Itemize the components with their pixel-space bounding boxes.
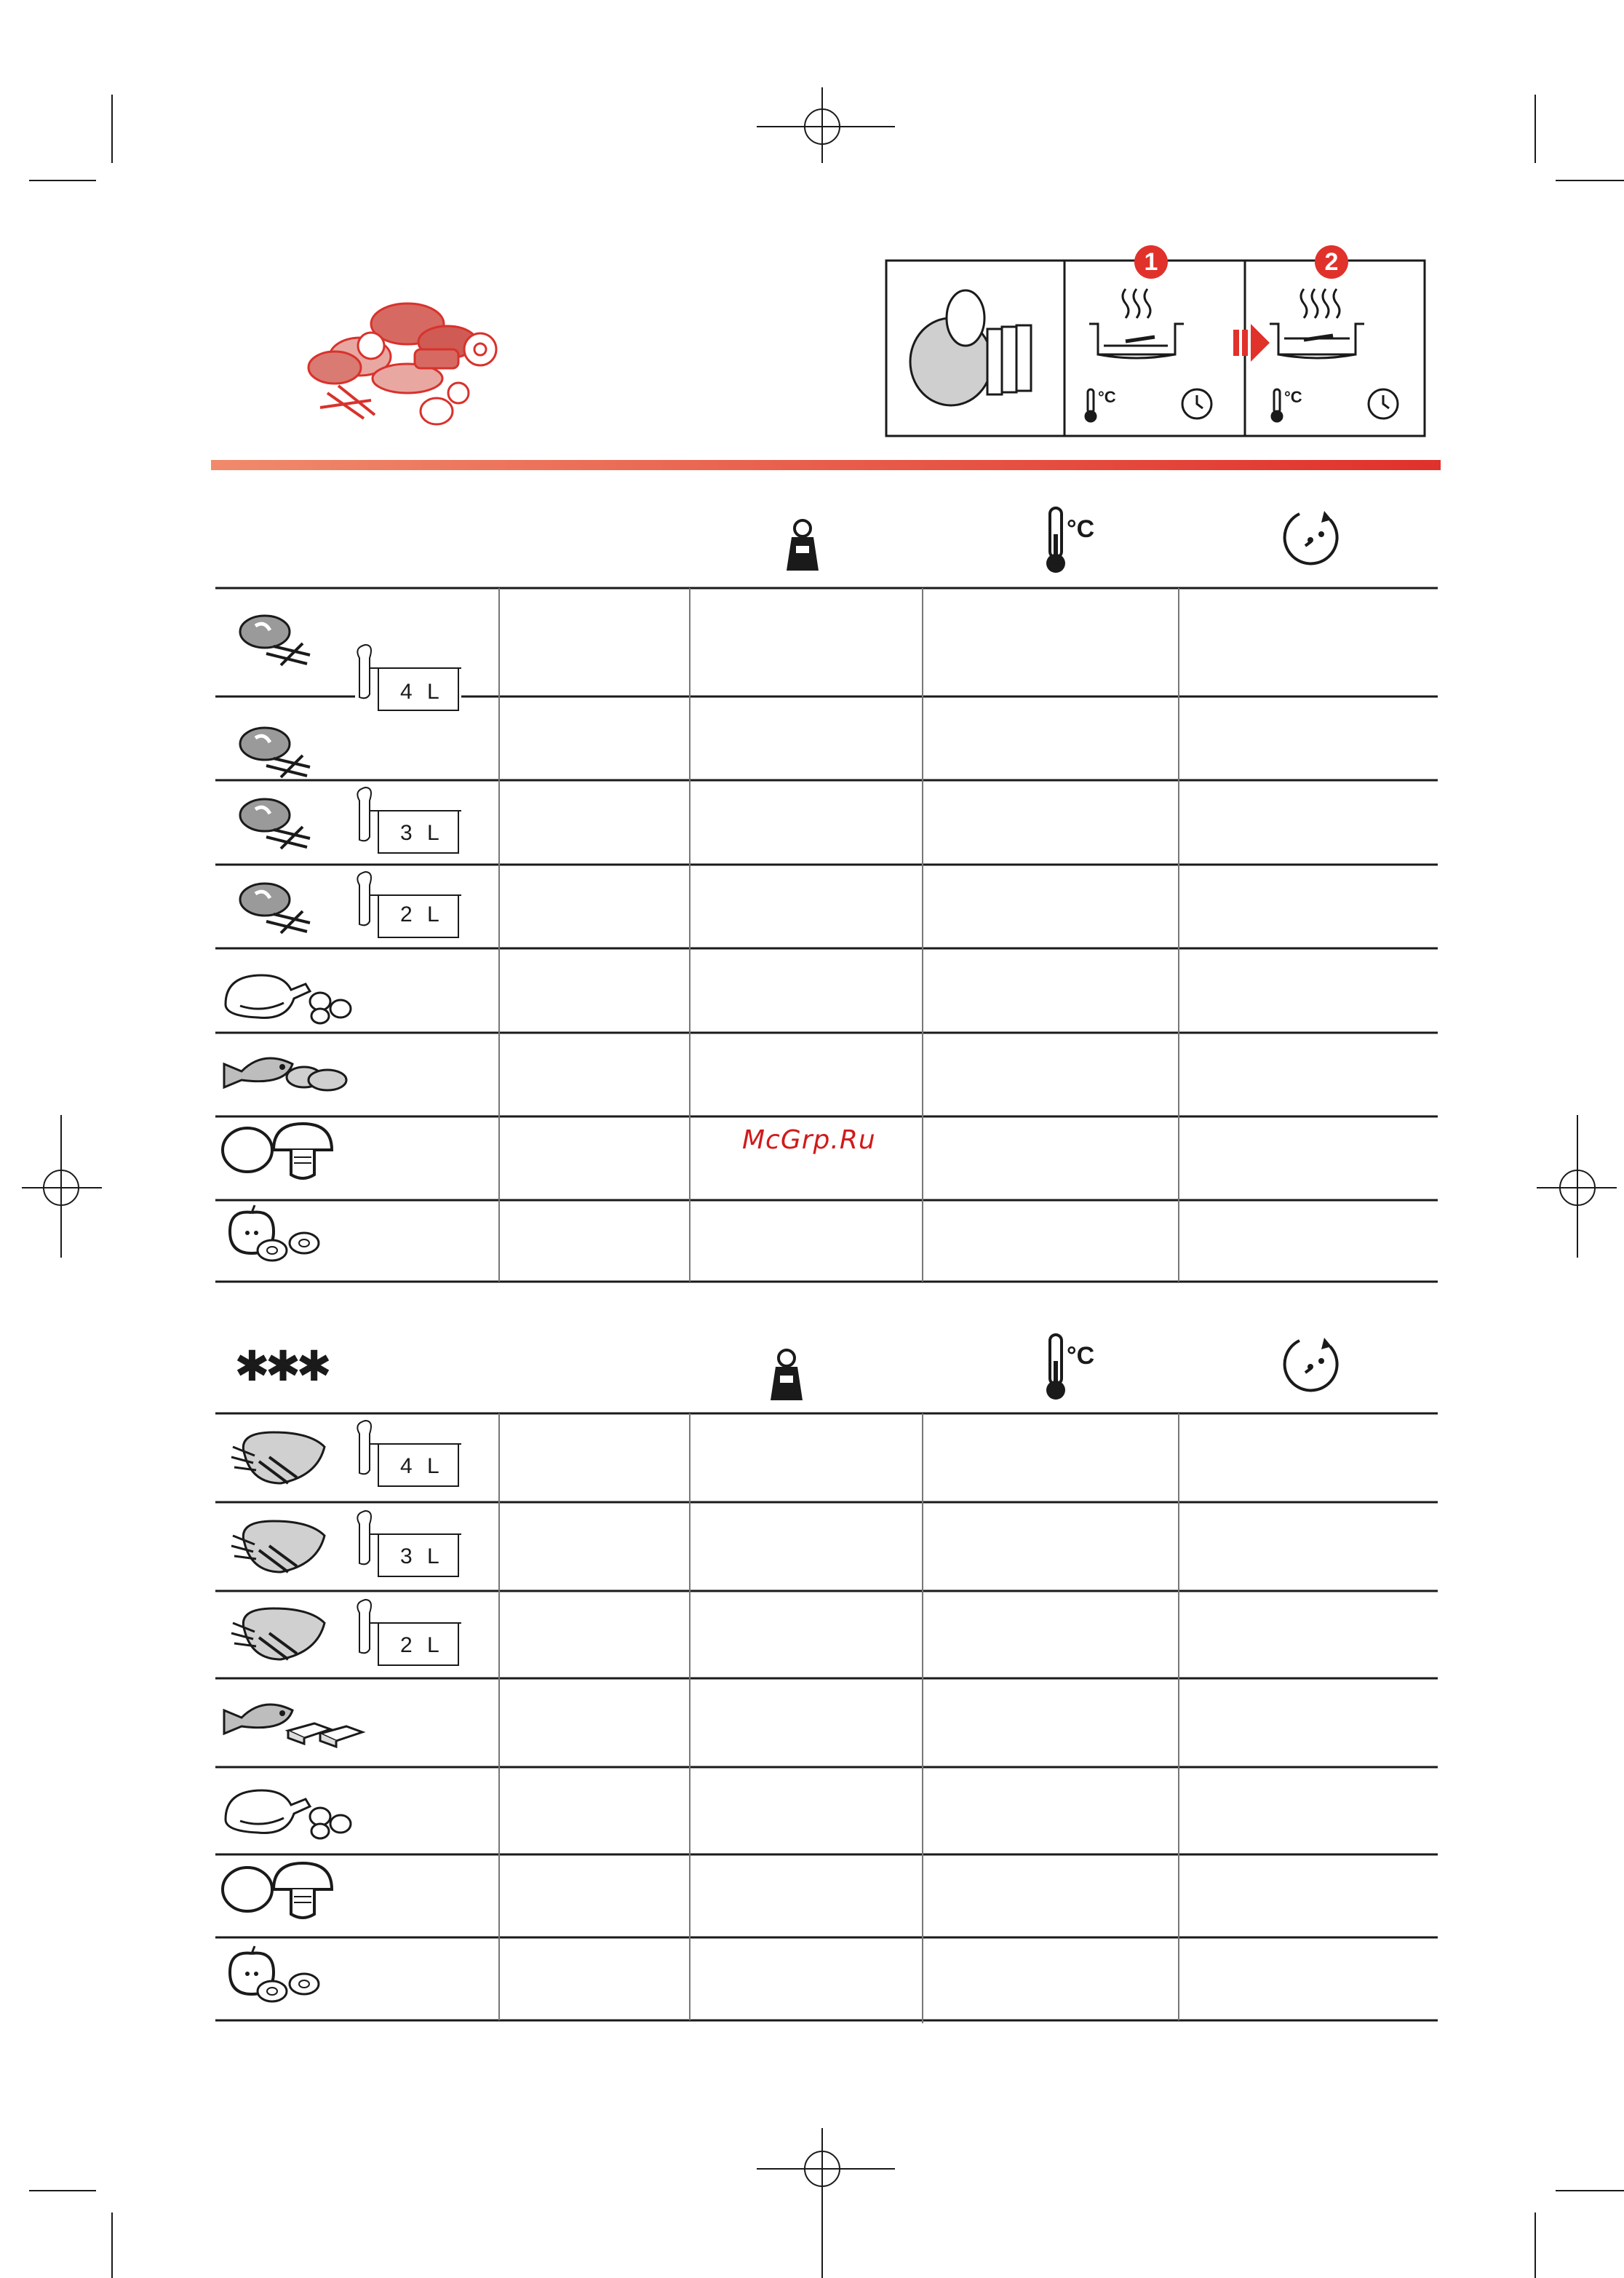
watermark: McGrp.Ru [742, 1125, 876, 1155]
potato-fries-icon [237, 793, 325, 854]
weight-icon [786, 517, 819, 572]
potato-fries-icon [237, 722, 325, 783]
chicken-nuggets-icon [218, 1776, 357, 1841]
fish-vegetables-icon [218, 1042, 357, 1100]
temp-unit-2: °C [1284, 388, 1302, 406]
potato-fries-icon [237, 878, 325, 939]
frozen-fries-bag-icon [230, 1425, 332, 1491]
capacity-label: 2 L [400, 1633, 444, 1657]
thermometer-icon [1045, 1332, 1067, 1402]
capacity-label: 3 L [400, 1544, 444, 1568]
step-1-badge: 1 [1134, 245, 1168, 279]
thermometer-small-icon-2 [1272, 389, 1282, 421]
capacity-label: 2 L [400, 902, 444, 926]
mushrooms-icon [218, 1121, 342, 1186]
chicken-nuggets-icon [218, 961, 357, 1026]
thermometer-icon [1045, 505, 1067, 575]
apple-rings-icon [223, 1202, 332, 1268]
frozen-table [215, 1412, 1439, 2023]
capacity-label: 4 L [400, 680, 444, 704]
registration-top [757, 87, 895, 163]
capacity-label: 4 L [400, 1454, 444, 1478]
three-star-freezer-icon: ✱✱✱ [234, 1341, 327, 1391]
temp-unit-1: °C [1098, 388, 1116, 406]
thermometer-small-icon-1 [1086, 389, 1096, 421]
method-panel [885, 248, 1425, 437]
weight-icon [770, 1346, 803, 1402]
capacity-label: 3 L [400, 821, 444, 845]
food-illustration [298, 291, 531, 437]
mushrooms-icon [218, 1860, 342, 1926]
header-rule [211, 460, 1441, 470]
temp-unit-label: °C [1067, 515, 1095, 543]
registration-bottom [757, 2128, 895, 2278]
clock-icon [1279, 1335, 1342, 1394]
frozen-fries-bag-icon [230, 1514, 332, 1579]
apple-rings-icon [223, 1943, 332, 2009]
step-2-badge: 2 [1315, 245, 1348, 279]
potato-fries-icon [237, 610, 325, 671]
clock-icon [1279, 508, 1342, 568]
registration-left [22, 1115, 102, 1258]
temp-unit-label: °C [1067, 1342, 1095, 1370]
fish-fingers-icon [218, 1688, 371, 1754]
frozen-fries-bag-icon [230, 1601, 332, 1667]
registration-right [1537, 1115, 1617, 1258]
